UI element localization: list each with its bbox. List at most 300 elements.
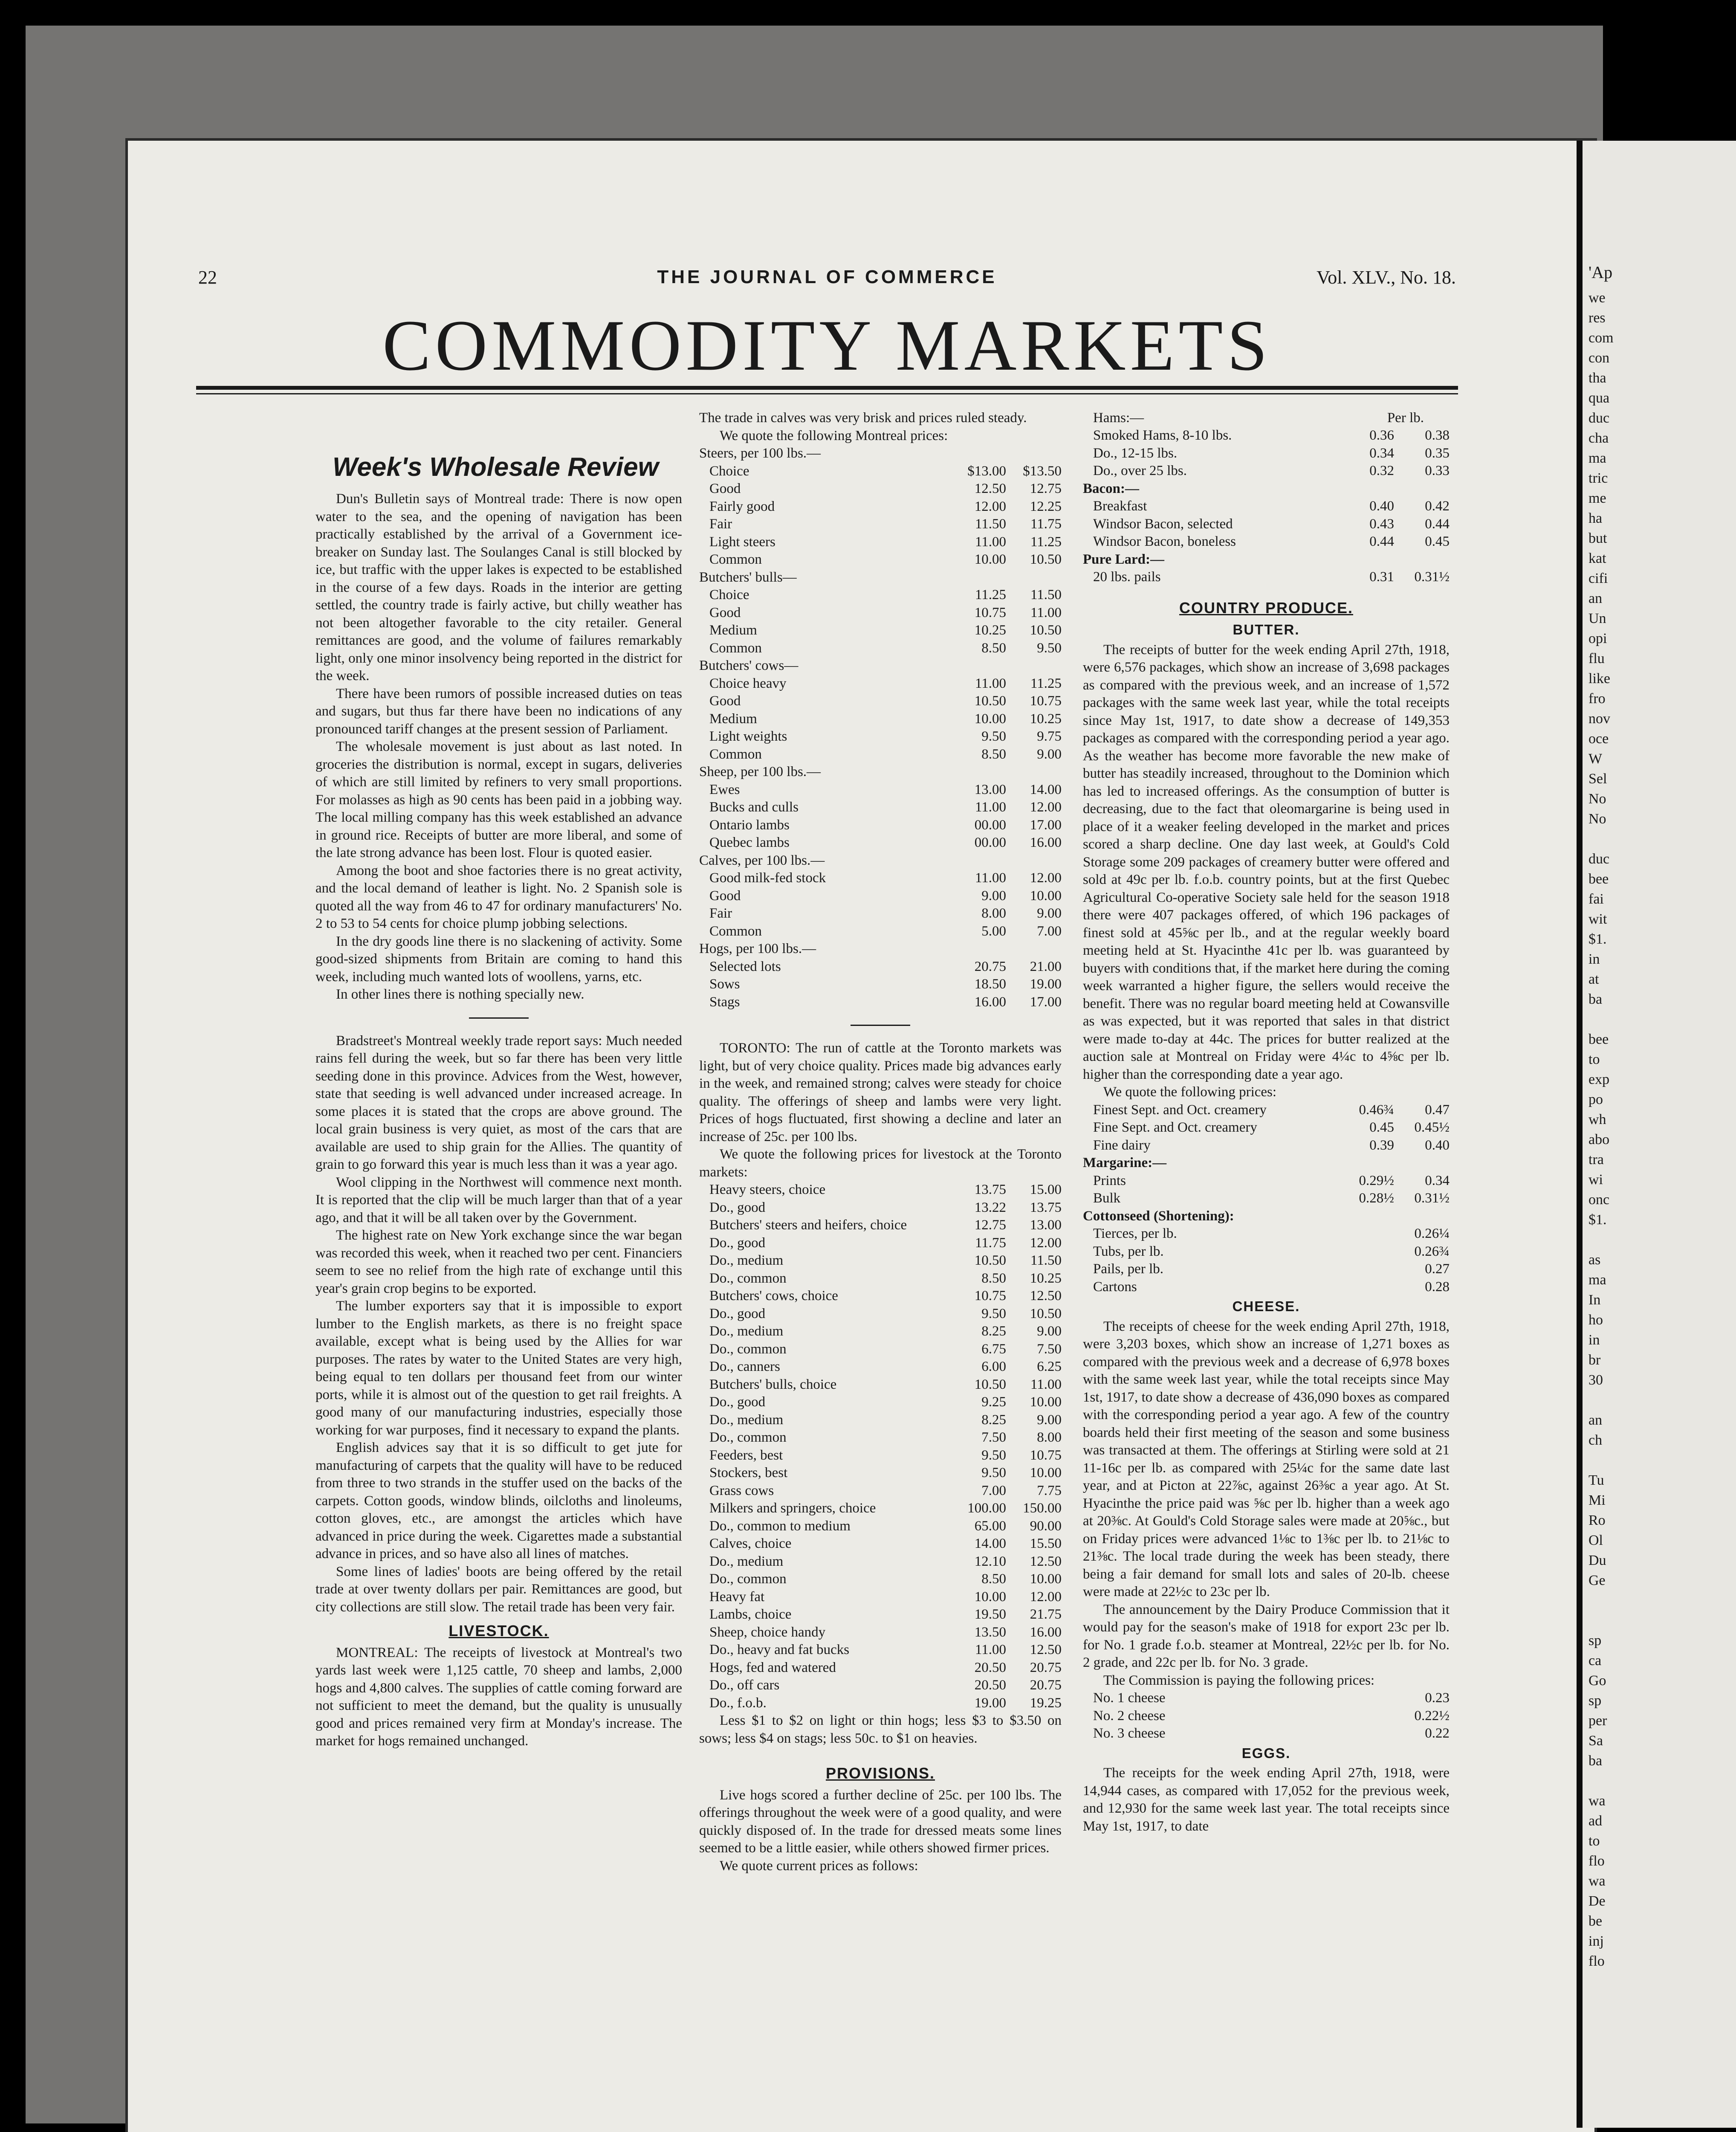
- price-label: Do., medium: [709, 1253, 784, 1268]
- price-high: 7.00: [1037, 923, 1062, 939]
- wholesale-review-heading: Week's Wholesale Review: [333, 452, 659, 482]
- price-row: [1083, 1190, 1450, 1208]
- price-label: Butchers' steers and heifers, choice: [709, 1217, 907, 1233]
- section-divider: [851, 1025, 910, 1026]
- price-row: [1083, 462, 1450, 480]
- price-label: Good: [709, 481, 741, 496]
- price-low: [951, 569, 1006, 587]
- sliver-line: De: [1588, 1893, 1606, 1909]
- price-label: Milkers and springers, choice: [709, 1501, 876, 1516]
- sliver-line: po: [1588, 1092, 1603, 1107]
- price-row: [699, 994, 1062, 1011]
- price-row: [699, 1677, 1062, 1695]
- price-high: 20.75: [1030, 1677, 1062, 1693]
- price-high: 11.25: [1030, 534, 1062, 550]
- cheese-paragraph: The receipts of cheese for the week ending April 27th, 1918, were 3,203 boxes, which show an increase of 1,271 boxes as compared with the previous week and a decrease of 6,978 boxes with the same week last year, while the total receipts since May 1st, 1917, to date show a decrease of 436,090 boxes as compared with the corresponding period a year ago. A few of the country boards held their first meeting of the season and some business was transacted at them. The offerings at Stirling were sold at 21 11-16c per lb. as compared with 25¼c for the same date last year, and at Picton at 22⅞c, against 26⅜c a year ago. At St. Hyacinthe the price paid was ⅝c per lb. higher than a week ago at 20⅜c. At Gould's Cold Storage sales were made at 20⅝c., but on Friday prices were advanced 1⅛c to 1⅜c per lb. to 21⅛c to 21⅜c. The local trade during the week has been steady, there being a fair demand for small lots and sales of 20-lb. cheese were made at 22½c to 23c per lb.: [1083, 1318, 1450, 1599]
- column-wholesale-review: [315, 490, 682, 1750]
- price-label: Good: [709, 888, 741, 904]
- butter-heading: BUTTER.: [1233, 622, 1300, 637]
- sliver-line: [1583, 1590, 1736, 1611]
- butter-quote-line: We quote the following prices:: [1103, 1084, 1277, 1100]
- price-row: [699, 1323, 1062, 1341]
- price-row: [699, 1500, 1062, 1518]
- price-high: [1394, 1208, 1450, 1225]
- price-row: [699, 799, 1062, 817]
- toronto-paragraph: TORONTO: The run of cattle at the Toronto markets was light, but of very choice quality. Prices made big advances early in the week, and remained strong; calves were steady for choice quality. The offerings of sheep and lambs were very light. Prices of hogs fluctuated, first showing a decline and later an increase of 25c. per 100 lbs.: [699, 1040, 1062, 1144]
- price-low: 13.22: [974, 1199, 1006, 1215]
- title-rule: [196, 386, 1458, 390]
- price-low: 9.50: [981, 729, 1006, 744]
- price-low: [1339, 1243, 1394, 1261]
- price-high: 11.50: [1030, 1253, 1062, 1268]
- price-high: 12.00: [1030, 1235, 1062, 1251]
- sliver-line: an: [1588, 591, 1603, 606]
- price-label: Fine Sept. and Oct. creamery: [1093, 1120, 1257, 1135]
- price-low: 10.00: [974, 711, 1006, 727]
- price-label: Sows: [709, 976, 740, 992]
- sliver-line: at: [1588, 971, 1599, 987]
- country-produce-heading: COUNTRY PRODUCE.: [1179, 599, 1354, 617]
- price-row: [699, 781, 1062, 799]
- price-high: 15.50: [1030, 1536, 1062, 1551]
- sliver-line: ma: [1588, 1272, 1606, 1288]
- price-high: 15.00: [1030, 1182, 1062, 1197]
- price-row: [1083, 533, 1450, 551]
- price-label: Windsor Bacon, selected: [1093, 516, 1233, 532]
- price-high: 10.00: [1030, 1571, 1062, 1587]
- price-high: 11.50: [1030, 587, 1062, 603]
- price-label: Feeders, best: [709, 1447, 783, 1463]
- price-label: Heavy fat: [709, 1589, 765, 1605]
- price-label: Do., common: [709, 1430, 787, 1445]
- price-row: [699, 1411, 1062, 1429]
- price-label: Do., 12-15 lbs.: [1093, 445, 1178, 461]
- price-row: [699, 1287, 1062, 1305]
- price-row: [699, 1252, 1062, 1270]
- price-high: 13.75: [1030, 1199, 1062, 1215]
- price-label: Lambs, choice: [709, 1607, 792, 1622]
- sliver-line: cifi: [1588, 571, 1608, 586]
- sliver-line: wa: [1588, 1793, 1606, 1809]
- price-high: 11.00: [1030, 605, 1062, 620]
- price-label: Bucks and culls: [709, 800, 799, 815]
- price-label: Light steers: [709, 534, 775, 550]
- price-label: Windsor Bacon, boneless: [1093, 534, 1236, 549]
- price-low: 9.00: [981, 888, 1006, 904]
- price-row: [699, 604, 1062, 622]
- price-high: 17.00: [1030, 994, 1062, 1010]
- eggs-heading: EGGS.: [1241, 1745, 1291, 1761]
- price-low: 11.50: [975, 516, 1006, 532]
- cheese-paragraph-2: The announcement by the Dairy Produce Commission that it would pay for the season's make of 1918 for export 23c per lb. for No. 1 grade f.o.b. steamer at Montreal, 22½c per lb. for No. 2 grade, and 22c per lb. for No. 3 grade.: [1083, 1602, 1450, 1670]
- price-low: 11.25: [975, 587, 1006, 603]
- sliver-line: wi: [1588, 1172, 1603, 1188]
- price-row: [1083, 568, 1450, 586]
- price-high: 0.47: [1425, 1102, 1450, 1118]
- price-high: 14.00: [1030, 782, 1062, 797]
- price-low: 0.44: [1369, 534, 1394, 549]
- price-label: Fine dairy: [1093, 1137, 1151, 1153]
- price-high: 21.75: [1030, 1607, 1062, 1622]
- price-high: 0.38: [1425, 428, 1450, 443]
- price-low: 12.50: [974, 481, 1006, 496]
- price-row: [699, 1659, 1062, 1677]
- price-label: Fair: [709, 906, 732, 921]
- price-label: Calves, choice: [709, 1536, 792, 1551]
- price-label: Common: [709, 552, 762, 567]
- price-low: 0.43: [1369, 516, 1394, 532]
- price-label: Hogs, fed and watered: [709, 1660, 836, 1675]
- price-low: 12.10: [974, 1553, 1006, 1569]
- price-low: 19.50: [974, 1607, 1006, 1622]
- price-high: 0.42: [1425, 498, 1450, 514]
- price-label: Ontario lambs: [709, 817, 790, 833]
- article-paragraph: The wholesale movement is just about as last noted. In groceries the distribution is normal, except in sugars, deliveries of which are still limited by refiners to very small proportions. For molasses as high as 90 cents has been paid in a jobbing way. The local milling company has this week established an advance in ground rice. Receipts of butter are more liberal, and some of the late strong advance has been lost. Flour is quoted easier.: [315, 739, 682, 860]
- sliver-line: [1583, 1611, 1736, 1631]
- price-high: 10.75: [1030, 1447, 1062, 1463]
- price-label: Medium: [709, 711, 757, 727]
- sliver-line: $1.: [1588, 931, 1607, 947]
- sliver-line: but: [1588, 530, 1607, 546]
- price-high: [1394, 1154, 1450, 1172]
- price-low: 0.32: [1369, 463, 1394, 478]
- price-high: 10.00: [1030, 1465, 1062, 1480]
- price-low: 0.39: [1369, 1137, 1394, 1153]
- price-high: 0.31½: [1414, 569, 1450, 585]
- price-label: Choice: [709, 587, 749, 603]
- price-row: [699, 498, 1062, 516]
- price-high: 150.00: [1023, 1501, 1062, 1516]
- sliver-line: [1583, 1390, 1736, 1410]
- sliver-line: In: [1588, 1292, 1601, 1308]
- sliver-line: Sel: [1588, 771, 1607, 787]
- sliver-line: wit: [1588, 911, 1607, 927]
- price-row: [1083, 1154, 1450, 1172]
- sliver-line: qua: [1588, 390, 1610, 406]
- price-row: [699, 533, 1062, 551]
- sliver-line: flu: [1588, 651, 1605, 666]
- price-row: [699, 1181, 1062, 1199]
- article-paragraph: Dun's Bulletin says of Montreal trade: There is now open water to the sea, and the opening of navigation has been practically established by the arrival of a Government ice-breaker on Sunday last. The Soulanges Canal is still blocked by ice, but traffic with the upper lakes is expected to be established in the course of a few days. Roads in the interior are getting settled, the country trade is fairly active, but chilly weather has not been altogether favorable to the city retailer. General remittances are good, and the volume of failures remarkably light, only one minor insolvency being reported in the district for the week.: [315, 491, 682, 684]
- price-low: 7.00: [981, 1483, 1006, 1498]
- price-label: Light weights: [709, 729, 787, 744]
- price-row: [1083, 498, 1450, 516]
- price-row: [699, 1341, 1062, 1359]
- sliver-line: in: [1588, 1332, 1600, 1348]
- price-row: [1083, 1689, 1450, 1707]
- price-row: [699, 1199, 1062, 1217]
- price-low: 8.00: [981, 906, 1006, 921]
- price-label: Do., off cars: [709, 1677, 780, 1693]
- price-label: Heavy steers, choice: [709, 1182, 826, 1197]
- price-row: [699, 675, 1062, 693]
- price-label: Do., good: [709, 1235, 766, 1251]
- price-low: 0.36: [1369, 428, 1394, 443]
- price-high: 0.26¼: [1414, 1226, 1450, 1241]
- toronto-prices-table: [699, 1181, 1062, 1712]
- sliver-line: Tu: [1588, 1472, 1604, 1488]
- price-label: Common: [709, 746, 762, 762]
- page-header: [198, 266, 1456, 292]
- sliver-line: duc: [1588, 851, 1610, 867]
- price-label: Grass cows: [709, 1483, 774, 1498]
- sliver-line: cha: [1588, 430, 1609, 446]
- price-low: 13.75: [974, 1182, 1006, 1197]
- price-low: 10.50: [974, 693, 1006, 709]
- price-low: 10.25: [974, 623, 1006, 638]
- sliver-line: kat: [1588, 550, 1606, 566]
- sliver-line: ba: [1588, 991, 1603, 1007]
- price-label: Do., medium: [709, 1412, 784, 1428]
- sliver-line: Mi: [1588, 1492, 1606, 1508]
- sliver-line: like: [1588, 671, 1610, 687]
- price-high: $13.50: [1023, 463, 1062, 479]
- price-row: [699, 940, 1062, 958]
- price-row: [699, 1482, 1062, 1500]
- price-label: No. 1 cheese: [1093, 1690, 1166, 1706]
- toronto-note: Less $1 to $2 on light or thin hogs; less $3 to $3.50 on sows; less $4 on stags; less 50c. to $1 on heavies.: [699, 1713, 1062, 1746]
- price-high: 11.00: [1030, 1376, 1062, 1392]
- price-row: [699, 1447, 1062, 1465]
- price-label: Common: [709, 923, 762, 939]
- price-label: Do., good: [709, 1394, 766, 1410]
- price-low: [1339, 1225, 1394, 1243]
- price-label: Do., good: [709, 1306, 766, 1321]
- sliver-line: tha: [1588, 370, 1606, 386]
- price-high: 12.00: [1030, 800, 1062, 815]
- price-low: 0.40: [1369, 498, 1394, 514]
- sliver-line: res: [1588, 310, 1606, 326]
- price-row: [699, 445, 1062, 463]
- price-low: 10.00: [974, 1589, 1006, 1605]
- price-row: [1083, 480, 1450, 498]
- price-row: [699, 463, 1062, 481]
- price-low: [951, 852, 1006, 870]
- sliver-line: flo: [1588, 1953, 1605, 1969]
- sliver-line: sp: [1588, 1693, 1602, 1709]
- sliver-line: ch: [1588, 1432, 1603, 1448]
- price-label: Choice: [709, 463, 749, 479]
- price-low: 11.00: [975, 1642, 1006, 1657]
- price-row: [1083, 1137, 1450, 1155]
- sliver-line: bee: [1588, 1031, 1609, 1047]
- sliver-line: ca: [1588, 1653, 1602, 1669]
- sliver-line: 30: [1588, 1372, 1603, 1388]
- price-low: [1339, 1208, 1394, 1225]
- sliver-line: Ol: [1588, 1532, 1603, 1548]
- price-row: [699, 622, 1062, 640]
- price-label: Stags: [709, 994, 740, 1010]
- price-low: [1339, 1278, 1394, 1296]
- price-high: 12.00: [1030, 1589, 1062, 1605]
- sliver-line: sp: [1588, 1633, 1602, 1648]
- price-high: 19.25: [1030, 1695, 1062, 1711]
- price-low: 00.00: [974, 817, 1006, 833]
- price-row: [1083, 1243, 1450, 1261]
- price-low: 9.50: [981, 1306, 1006, 1321]
- price-row: [699, 551, 1062, 569]
- price-low: 0.28½: [1359, 1191, 1394, 1206]
- price-high: [1006, 940, 1062, 958]
- price-label: Fair: [709, 516, 732, 532]
- sliver-line: tra: [1588, 1152, 1604, 1167]
- price-label: Butchers' bulls—: [699, 569, 797, 585]
- price-row: [699, 887, 1062, 905]
- price-row: [699, 692, 1062, 710]
- price-high: 12.75: [1030, 481, 1062, 496]
- price-low: 13.00: [974, 782, 1006, 797]
- price-label: Do., common to medium: [709, 1518, 851, 1534]
- price-row: [699, 640, 1062, 658]
- article-paragraph: Wool clipping in the Northwest will commence next month. It is reported that the clip will be much larger than that of a year ago, and that it will be all taken over by the Government.: [315, 1174, 682, 1225]
- price-row: [699, 1358, 1062, 1376]
- price-label: Do., common: [709, 1341, 787, 1357]
- price-low: 10.00: [974, 552, 1006, 567]
- price-row: [699, 1588, 1062, 1606]
- price-row: [699, 1270, 1062, 1288]
- price-label: Do., canners: [709, 1359, 780, 1374]
- price-row: [699, 923, 1062, 941]
- sliver-line: Un: [1588, 611, 1606, 626]
- price-label: Do., medium: [709, 1324, 784, 1339]
- column-country-produce: [1083, 409, 1450, 1835]
- price-label: Do., good: [709, 1199, 766, 1215]
- price-label: Do., heavy and fat bucks: [709, 1642, 850, 1657]
- sliver-line: oce: [1588, 731, 1609, 747]
- price-high: 13.00: [1030, 1217, 1062, 1233]
- article-paragraph: English advices say that it is so difficult to get jute for manufacturing of carpets that the quality will have to be reduced from three to two strands in the stuffer used on the backs of the carpets. Cotton goods, window blinds, oilcloths and linoleums, cotton gloves, etc., are amongst the articles which have advanced in price during the week. Cigarettes made a substantial advance in prices, and so have also all lines of matches.: [315, 1440, 682, 1561]
- price-high: 0.34: [1425, 1173, 1450, 1188]
- article-paragraph: Among the boot and shoe factories there is no great activity, and the local demand of leather is light. No. 2 Spanish sole is quoted all the way from 46 to 47 for ordinary manufacturers' No. 2 to 53 to 54 cents for choice plump jobbing selections.: [315, 863, 682, 931]
- price-label: Stockers, best: [709, 1465, 788, 1480]
- sliver-line: bee: [1588, 871, 1609, 887]
- price-label: Good: [709, 693, 741, 709]
- sliver-line: me: [1588, 490, 1606, 506]
- calves-intro: The trade in calves was very brisk and prices ruled steady.: [699, 410, 1027, 426]
- price-row: [699, 1376, 1062, 1394]
- sliver-line: br: [1588, 1352, 1601, 1368]
- montreal-prices-table: [699, 445, 1062, 1011]
- price-label: Butchers' cows—: [699, 658, 799, 673]
- price-row: [699, 976, 1062, 994]
- price-high: [1394, 551, 1450, 569]
- price-low: 0.29½: [1359, 1173, 1394, 1188]
- price-low: 16.00: [974, 994, 1006, 1010]
- sliver-line: [1583, 1230, 1736, 1250]
- price-label: Ewes: [709, 782, 740, 797]
- price-label: Smoked Hams, 8-10 lbs.: [1093, 428, 1232, 443]
- price-label: Do., common: [709, 1270, 787, 1286]
- price-row: [699, 852, 1062, 870]
- sliver-line: ha: [1588, 510, 1603, 526]
- sliver-line: No: [1588, 811, 1606, 827]
- price-label: No. 3 cheese: [1093, 1726, 1166, 1741]
- price-high: 0.26¾: [1414, 1243, 1450, 1259]
- price-label: Choice heavy: [709, 675, 787, 691]
- price-low: 9.50: [981, 1447, 1006, 1463]
- sliver-line: [1583, 1009, 1736, 1029]
- price-low: 20.50: [974, 1660, 1006, 1675]
- price-high: 9.75: [1037, 729, 1062, 744]
- sliver-header: 'Ap: [1588, 263, 1613, 282]
- sliver-line: to: [1588, 1833, 1600, 1849]
- price-low: 8.50: [981, 1571, 1006, 1587]
- price-high: 9.00: [1037, 906, 1062, 921]
- price-low: 14.00: [974, 1536, 1006, 1551]
- price-label: Pails, per lb.: [1093, 1261, 1163, 1277]
- cheese-quote-line: The Commission is paying the following prices:: [1103, 1672, 1375, 1688]
- price-label: Bulk: [1093, 1191, 1121, 1206]
- price-high: 0.40: [1425, 1137, 1450, 1153]
- price-row: [699, 1695, 1062, 1712]
- price-low: 0.22: [1425, 1726, 1450, 1741]
- price-row: [699, 763, 1062, 781]
- sliver-line: nov: [1588, 711, 1610, 727]
- price-high: 12.25: [1030, 498, 1062, 514]
- price-high: 8.00: [1037, 1430, 1062, 1445]
- adjacent-page-sliver: [1577, 141, 1736, 2128]
- sliver-line: Ge: [1588, 1573, 1606, 1588]
- price-low: 19.00: [974, 1695, 1006, 1711]
- price-label: Finest Sept. and Oct. creamery: [1093, 1102, 1267, 1118]
- price-low: 8.50: [981, 1270, 1006, 1286]
- sliver-line: con: [1588, 350, 1610, 366]
- sliver-line: be: [1588, 1913, 1603, 1929]
- price-low: 11.00: [975, 800, 1006, 815]
- sliver-line: duc: [1588, 410, 1610, 426]
- sliver-line: ma: [1588, 450, 1606, 466]
- price-low: 0.34: [1369, 445, 1394, 461]
- price-label: Hogs, per 100 lbs.—: [699, 941, 816, 956]
- price-row: [1083, 516, 1450, 533]
- price-high: 9.00: [1037, 1412, 1062, 1428]
- butter-prices-table: [1083, 1101, 1450, 1296]
- price-low: 100.00: [967, 1501, 1006, 1516]
- price-row: [699, 710, 1062, 728]
- price-row: [699, 1553, 1062, 1571]
- price-row: [699, 657, 1062, 675]
- toronto-quote-line: We quote the following prices for livestock at the Toronto markets:: [699, 1147, 1062, 1180]
- price-low: 10.50: [974, 1253, 1006, 1268]
- price-low: 0.46¾: [1359, 1102, 1394, 1118]
- price-label: Steers, per 100 lbs.—: [699, 446, 821, 461]
- price-label: Prints: [1093, 1173, 1126, 1188]
- price-high: 0.31½: [1414, 1191, 1450, 1206]
- price-label: Medium: [709, 623, 757, 638]
- price-label: Bacon:—: [1083, 481, 1139, 496]
- sliver-line: as: [1588, 1252, 1601, 1268]
- sliver-line: [1583, 829, 1736, 849]
- price-row: [1083, 551, 1450, 569]
- price-low: $13.00: [967, 463, 1006, 479]
- price-low: 11.00: [975, 870, 1006, 886]
- price-high: 21.00: [1030, 959, 1062, 974]
- price-high: 17.00: [1030, 817, 1062, 833]
- price-high: 6.25: [1037, 1359, 1062, 1374]
- price-high: 16.00: [1030, 835, 1062, 850]
- sliver-line: W: [1588, 751, 1603, 767]
- price-row: [1083, 1707, 1450, 1725]
- sliver-line: wa: [1588, 1873, 1606, 1889]
- article-paragraph: The highest rate on New York exchange since the war began was recorded this week, when it reached two per cent. Financiers seem to see no relief from the high rate of exchange until this year's grain crop begins to be exported.: [315, 1228, 682, 1296]
- sliver-line: exp: [1588, 1072, 1610, 1087]
- page-number: 22: [198, 267, 217, 288]
- sliver-line: per: [1588, 1713, 1607, 1729]
- price-row: [699, 1464, 1062, 1482]
- dun-bulletin-article: [315, 490, 682, 1004]
- sliver-line: Sa: [1588, 1733, 1603, 1749]
- montreal-quote-line: We quote the following Montreal prices:: [720, 428, 948, 443]
